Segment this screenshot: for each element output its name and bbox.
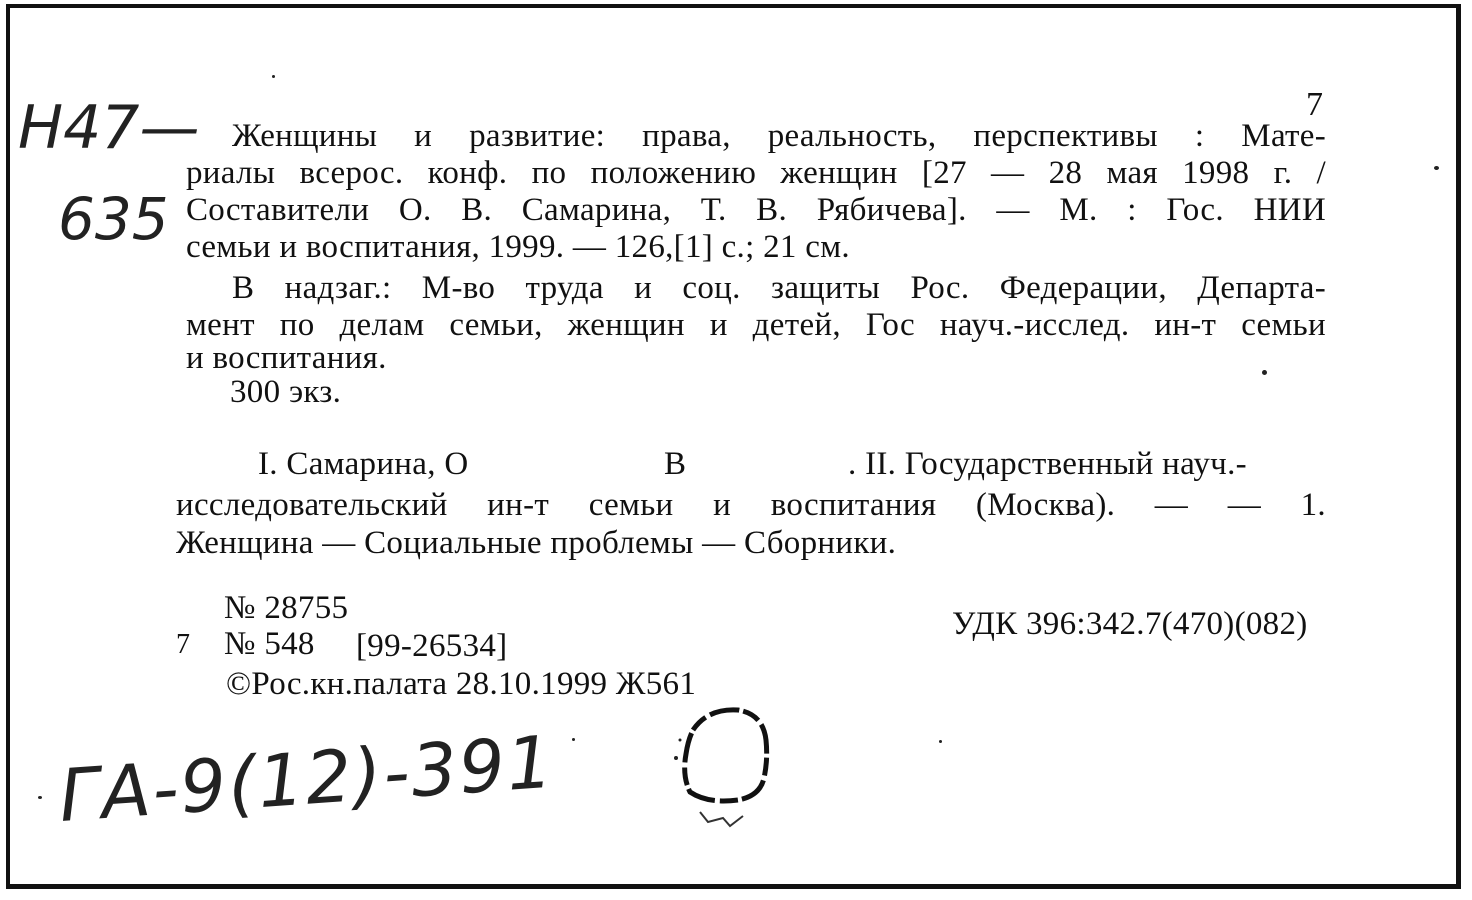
title-line-3: Составители О. В. Самарина, Т. В. Рябичева]. — М. : Гос. НИИ bbox=[186, 192, 1326, 228]
title-line-4: семьи и воспитания, 1999. — 126,[1] с.; 21 см. bbox=[186, 229, 850, 265]
scan-speck bbox=[38, 796, 42, 799]
scan-speck bbox=[572, 738, 575, 741]
tracing-author: I. Самарина, О bbox=[258, 446, 469, 482]
scan-speck bbox=[1434, 166, 1439, 170]
number-1: № 28755 bbox=[224, 590, 349, 626]
tracing-author-initial: В bbox=[664, 446, 687, 482]
tracing-line-2: исследовательский ин-т семьи и воспитания (Москва). — — 1. bbox=[176, 487, 1326, 523]
scan-speck bbox=[1262, 370, 1267, 375]
title-line-1: Женщины и развитие: права, реальность, перспективы : Мате- bbox=[232, 118, 1326, 154]
page-number: 7 bbox=[1306, 86, 1324, 123]
library-stamp-mark bbox=[668, 700, 788, 840]
bracket-code: [99-26534] bbox=[356, 628, 508, 664]
tracing-line-3: Женщина — Социальные проблемы — Сборники. bbox=[176, 525, 897, 561]
handwritten-shelf-mark-top: Н47— bbox=[18, 93, 200, 163]
title-line-2: риалы всерос. конф. по положению женщин [27 — 28 мая 1998 г. / bbox=[186, 155, 1326, 191]
scan-speck bbox=[272, 75, 275, 78]
number-prefix: 7 bbox=[176, 629, 191, 660]
handwritten-bottom-code: ГА-9(12)-391 bbox=[56, 719, 558, 838]
number-2: № 548 bbox=[224, 626, 315, 662]
tracing-second-heading: . II. Государственный науч.- bbox=[848, 446, 1247, 482]
note-line-1: В надзаг.: М-во труда и соц. защиты Рос. Федерации, Департа- bbox=[232, 270, 1326, 306]
note-line-2: мент по делам семьи, женщин и детей, Гос науч.-исслед. ин-т семьи bbox=[186, 307, 1326, 343]
note-line-3: и воспитания. bbox=[186, 340, 387, 376]
udc-code: УДК 396:342.7(470)(082) bbox=[952, 606, 1308, 642]
book-chamber-stamp-text: ©Рос.кн.палата 28.10.1999 Ж561 bbox=[226, 666, 697, 702]
scan-speck bbox=[939, 740, 942, 743]
copies: 300 экз. bbox=[230, 374, 342, 410]
handwritten-shelf-mark-bottom: 635 bbox=[58, 185, 169, 253]
